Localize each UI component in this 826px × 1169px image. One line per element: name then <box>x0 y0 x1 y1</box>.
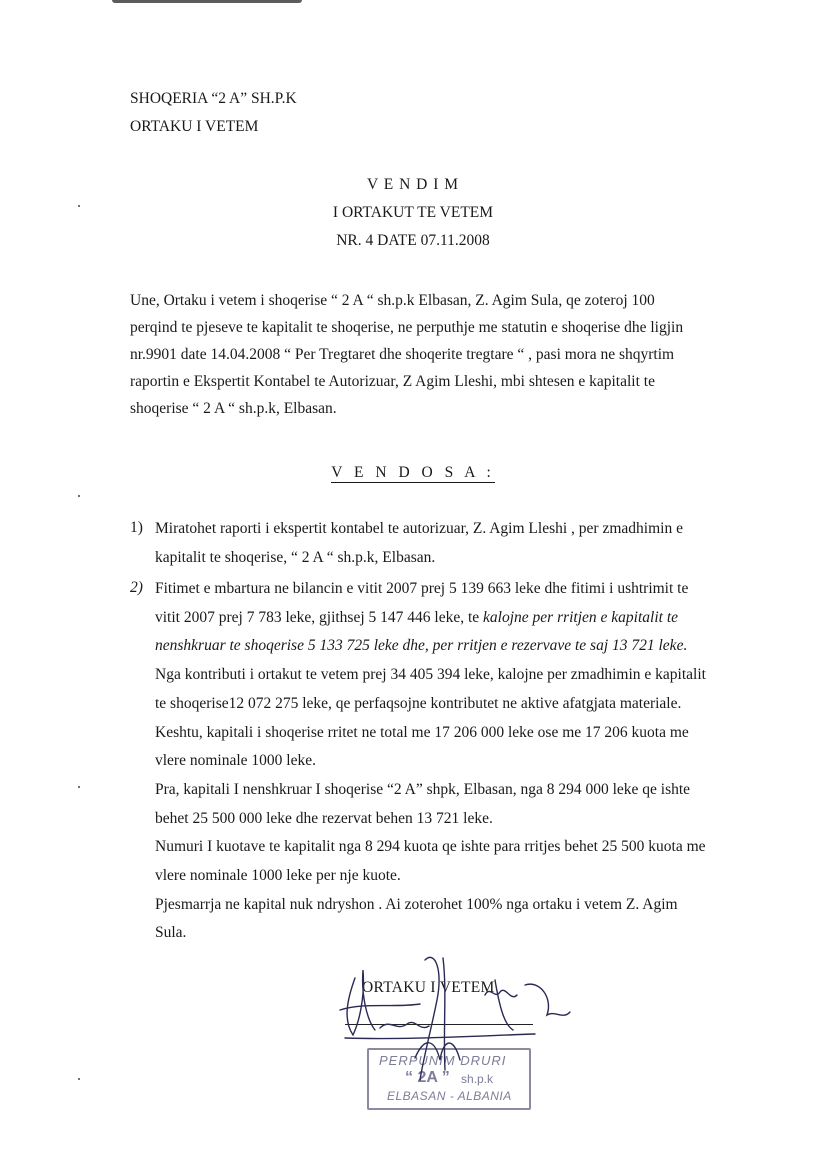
scan-speck <box>78 786 80 788</box>
item-2-line <box>155 604 735 633</box>
item-2-body <box>155 575 735 948</box>
item-2-line: Keshtu, kapitali i shoqerise rritet ne total me 17 206 000 leke ose me 17 206 kuota me <box>155 723 689 741</box>
company-role: ORTAKU I VETEM <box>130 118 259 135</box>
stamp-line: ELBASAN - ALBANIA <box>387 1089 512 1103</box>
scan-edge-mark <box>112 0 302 3</box>
item-2-line: nenshkruar te shoqerise 5 133 725 leke dhe, per rritjen e rezervave te saj 13 721 leke. <box>155 637 688 655</box>
item-2-line: Fitimet e mbartura ne bilancin e vitit 2007 prej 5 139 663 leke dhe fitimi i ushtrimit te <box>155 580 689 597</box>
item-2-line: Nga kontributi i ortakut te vetem prej 34 405 394 leke, kalojne per zmadhimin e kapitalit <box>155 666 706 684</box>
intro-line: raportin e Ekspertit Kontabel te Autorizuar, Z Agim Lleshi, mbi shtesen e kapitalit te <box>130 373 655 390</box>
item-2-line: Sula. <box>155 924 187 942</box>
scan-speck <box>78 495 80 497</box>
stamp-line: PERPUNIM DRURI <box>379 1053 507 1068</box>
handwritten-signature <box>325 940 585 1090</box>
item-1-line: kapitalit te shoqerise, “ 2 A “ sh.p.k, Elbasan. <box>155 548 436 566</box>
item-2-line: vlere nominale 1000 leke per nje kuote. <box>155 867 401 885</box>
item-1-line: Miratohet raporti i ekspertit kontabel te autorizuar, Z. Agim Lleshi , per zmadhimin e <box>155 520 683 537</box>
scan-speck <box>78 1078 80 1080</box>
decided-heading-text: V E N D O S A : <box>331 464 495 481</box>
intro-line: perqind te pjeseve te kapitalit te shoqerise, ne perputhje me statutin e shoqerise dhe ligjin <box>130 319 684 336</box>
item-2-italic-text: kalojne per rritjen e kapitalit te <box>483 608 679 626</box>
intro-paragraph <box>130 287 730 422</box>
signature-label: ORTAKU I VETEM <box>362 979 495 996</box>
item-1-number: 1) <box>130 519 143 536</box>
document-subtitle: I ORTAKUT TE VETEM <box>332 204 494 221</box>
item-2-line: Numuri I kuotave te kapitalit nga 8 294 kuota qe ishte para rritjes behet 25 500 kuota me <box>155 838 706 856</box>
document-title: V E N D I M <box>366 176 460 193</box>
item-2-line: vlere nominale 1000 leke. <box>155 752 316 770</box>
decided-heading <box>0 464 826 482</box>
item-2-line: Pjesmarrja ne kapital nuk ndryshon . Ai zoterohet 100% nga ortaku i vetem Z. Agim <box>155 895 678 913</box>
item-2-number: 2) <box>130 579 143 596</box>
item-2-line: Pra, kapitali I nenshkruar I shoqerise “2 A” shpk, Elbasan, nga 8 294 000 leke qe ishte <box>155 780 691 798</box>
item-2-line: behet 25 500 000 leke dhe rezervat behen 13 721 leke. <box>155 809 493 827</box>
stamp-line: sh.p.k <box>461 1072 494 1086</box>
stamp-line: “ 2A ” <box>405 1069 450 1086</box>
item-2-plain-text: vitit 2007 prej 7 783 leke, gjithsej 5 147 446 leke, te <box>155 608 484 626</box>
company-name: SHOQERIA “2 A” SH.P.K <box>130 90 297 107</box>
item-2-line: te shoqerise12 072 275 leke, qe perfaqsojne kontributet ne aktive afatgjata materiale. <box>155 694 682 712</box>
intro-line: nr.9901 date 14.04.2008 “ Per Tregtaret dhe shoqerite tregtare “ , pasi mora ne shqyrtim <box>130 346 675 363</box>
item-1-body <box>155 515 735 572</box>
document-number-date: NR. 4 DATE 07.11.2008 <box>336 232 490 249</box>
intro-line: shoqerise “ 2 A “ sh.p.k, Elbasan. <box>130 400 337 417</box>
intro-line: Une, Ortaku i vetem i shoqerise “ 2 A “ sh.p.k Elbasan, Z. Agim Sula, qe zoteroj 100 <box>130 292 655 309</box>
